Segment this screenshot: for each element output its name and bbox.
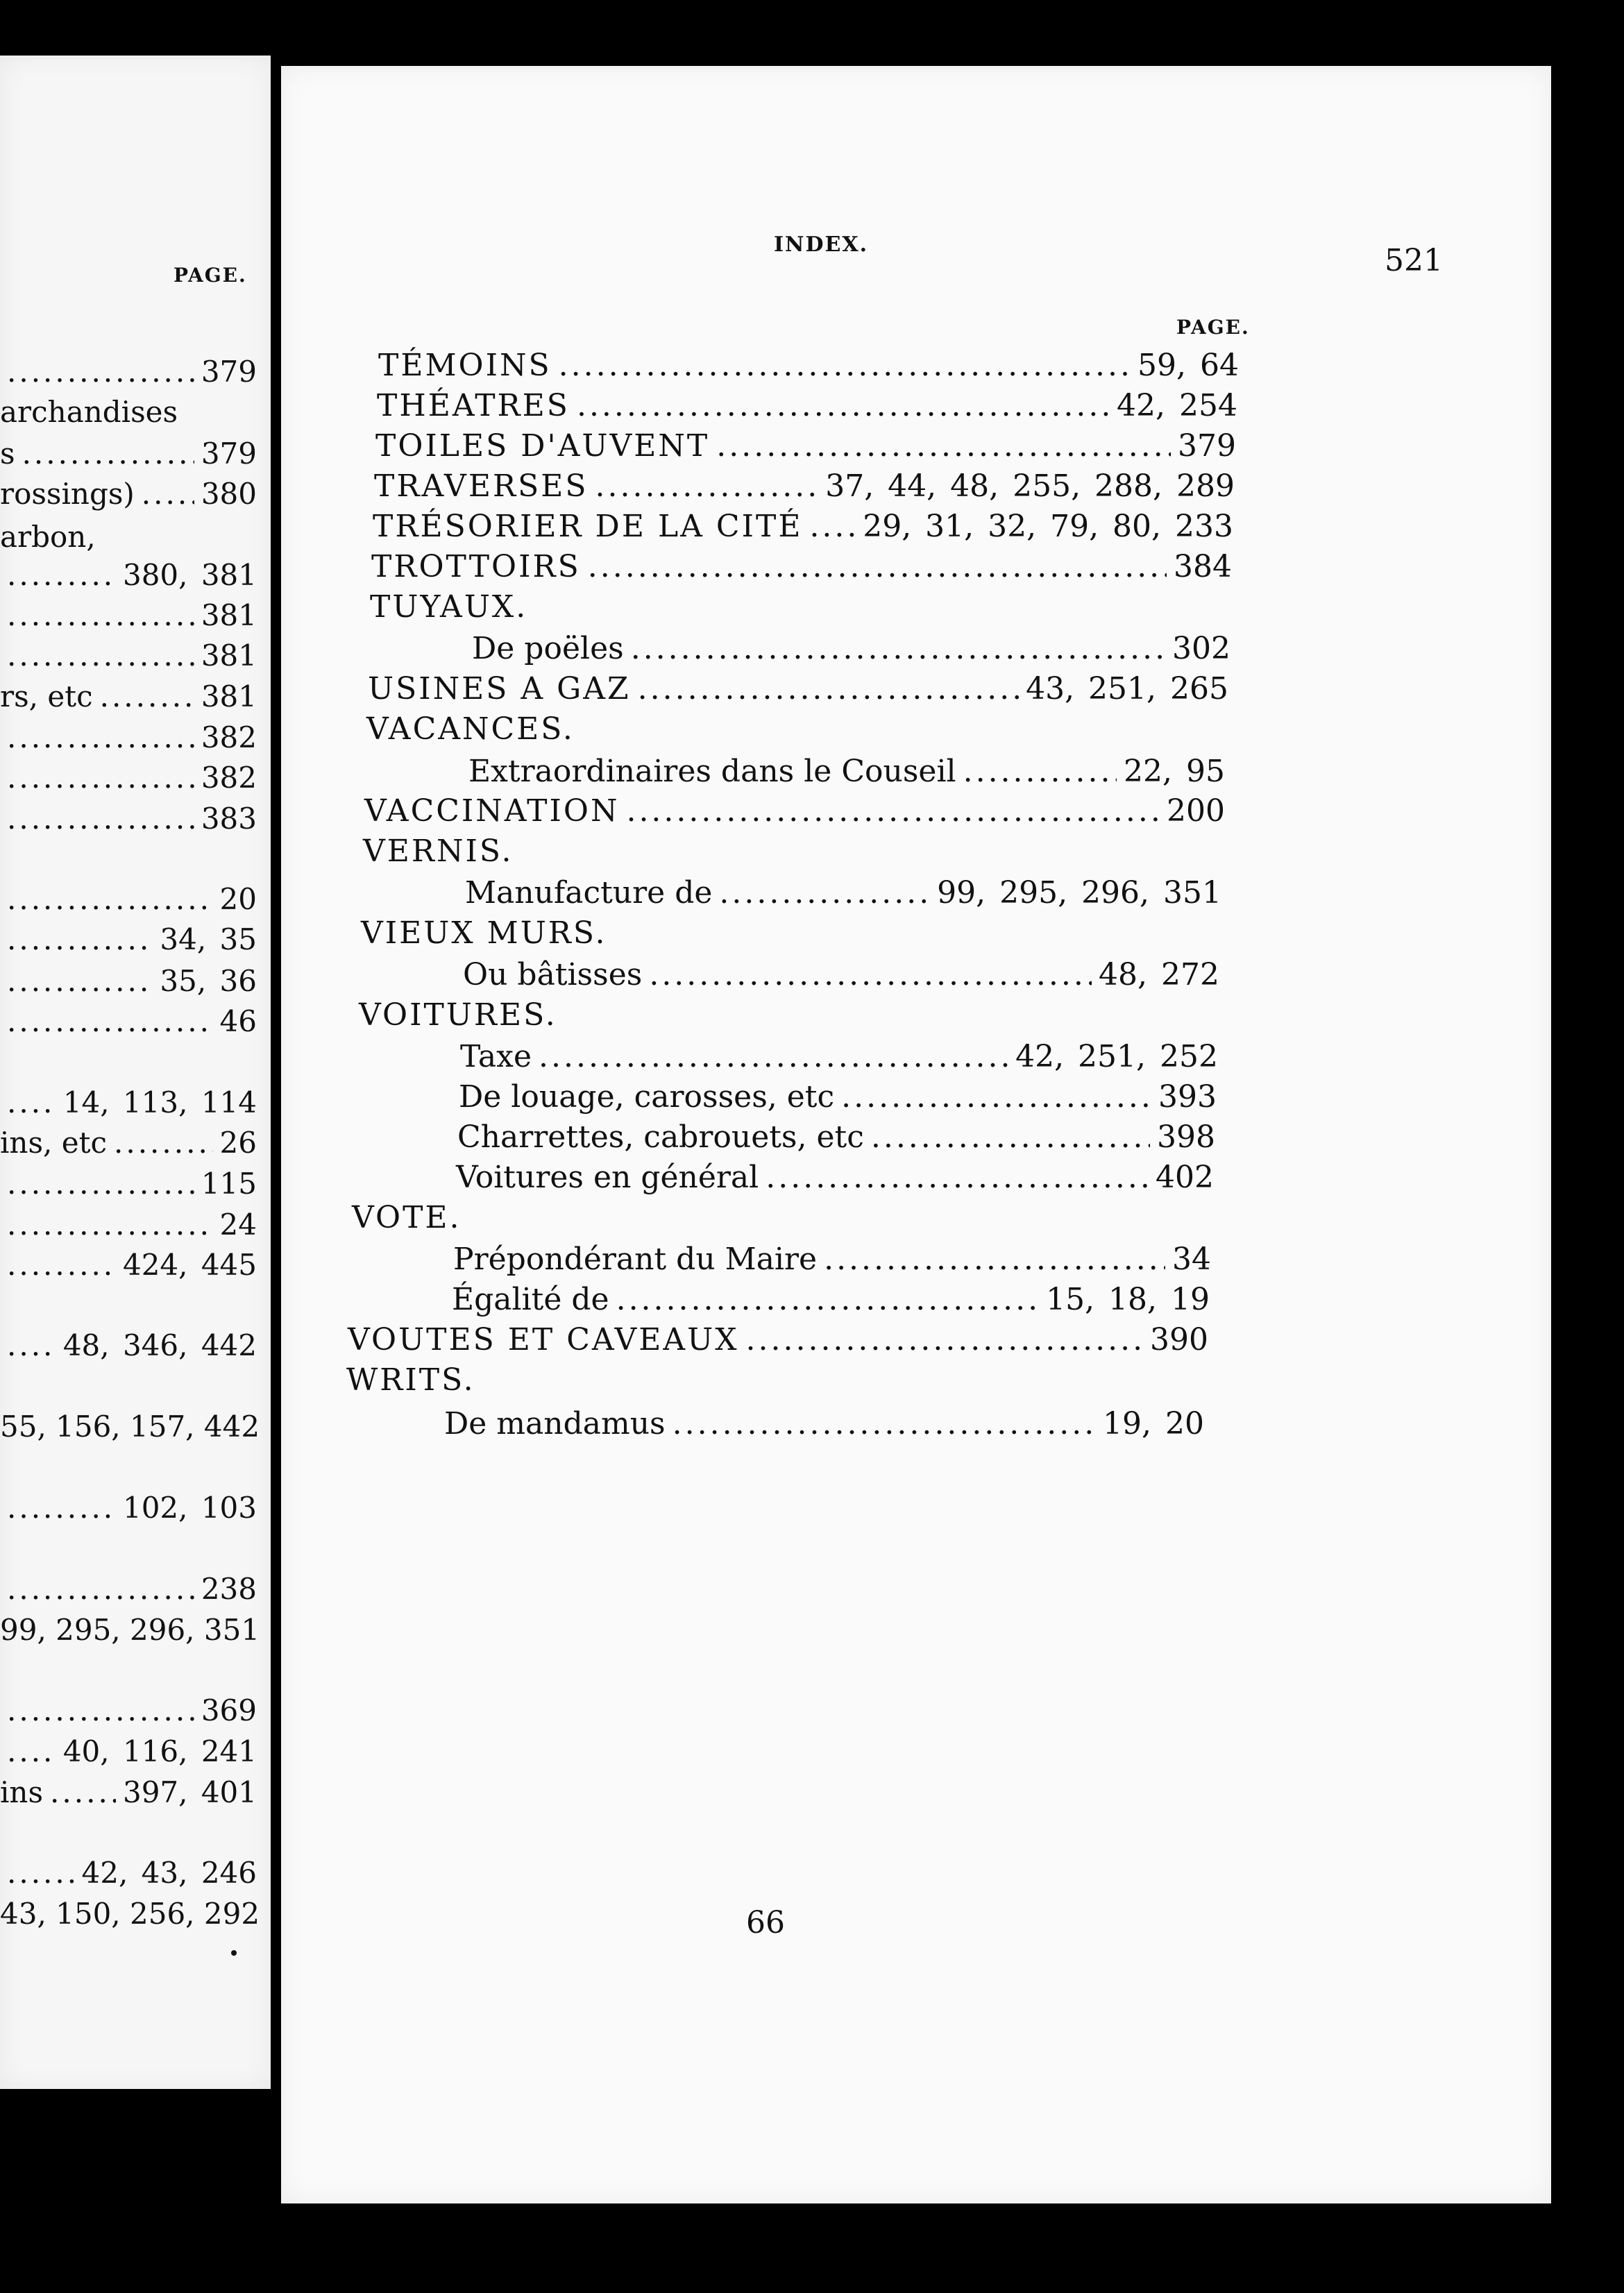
page-column-label: PAGE. bbox=[174, 264, 247, 287]
index-entry bbox=[0, 395, 257, 429]
index-entry bbox=[375, 428, 1236, 464]
entry-text: De louage, carosses, etc bbox=[459, 1079, 835, 1115]
index-entry bbox=[0, 1572, 257, 1606]
index-subentry bbox=[460, 1039, 1218, 1074]
entry-pages: 302 bbox=[1172, 631, 1230, 666]
entry-pages: 379 bbox=[201, 437, 257, 471]
right-page bbox=[281, 66, 1551, 2203]
entry-heading: VACCINATION bbox=[364, 793, 620, 829]
entry-text: Prépondérant du Maire bbox=[453, 1242, 818, 1277]
index-subentry bbox=[452, 1282, 1210, 1317]
index-entry bbox=[0, 598, 257, 632]
entry-heading: TOILES D'AUVENT bbox=[375, 428, 710, 464]
entry-pages: 402 bbox=[1156, 1160, 1214, 1195]
index-entry bbox=[371, 549, 1232, 584]
index-subentry bbox=[457, 1119, 1215, 1155]
entry-pages: 383 bbox=[201, 802, 257, 836]
index-subentry bbox=[472, 631, 1230, 666]
index-subentry bbox=[465, 875, 1221, 911]
entry-pages: 43, 251, 265 bbox=[1026, 671, 1228, 706]
entry-text: 99, 295, 296, 351 bbox=[0, 1613, 260, 1647]
page-column-label: PAGE. bbox=[1176, 316, 1250, 339]
entry-heading: USINES A GAZ bbox=[368, 671, 631, 706]
entry-pages: 19, 20 bbox=[1103, 1406, 1204, 1441]
entry-pages: 42, 43, 246 bbox=[81, 1856, 257, 1890]
entry-pages: 369 bbox=[201, 1693, 257, 1727]
signature-mark: 66 bbox=[746, 1905, 785, 1940]
entry-pages: 48, 346, 442 bbox=[62, 1328, 257, 1362]
index-entry bbox=[0, 1128, 257, 1158]
entry-text: De poëles bbox=[472, 631, 624, 666]
entry-text: Voitures en général bbox=[456, 1160, 759, 1195]
entry-pages: 102, 103 bbox=[122, 1491, 257, 1525]
index-entry bbox=[0, 763, 257, 793]
entry-heading: VACANCES. bbox=[366, 711, 575, 747]
entry-pages: 381 bbox=[201, 679, 257, 713]
index-entry bbox=[0, 1897, 260, 1931]
index-entry bbox=[0, 1613, 260, 1647]
index-entry bbox=[0, 558, 257, 592]
entry-text: rs, etc bbox=[0, 679, 93, 713]
entry-text: Égalité de bbox=[452, 1282, 609, 1317]
index-entry bbox=[363, 836, 1224, 867]
entry-heading: VOTE. bbox=[352, 1200, 462, 1235]
entry-pages: 34 bbox=[1172, 1242, 1211, 1277]
index-entry bbox=[0, 964, 257, 998]
entry-pages: 59, 64 bbox=[1137, 348, 1239, 383]
index-entry bbox=[0, 720, 257, 754]
left-page bbox=[0, 56, 271, 2089]
index-entry bbox=[0, 437, 257, 471]
index-entry bbox=[0, 520, 257, 554]
entry-text: De mandamus bbox=[444, 1406, 666, 1441]
entry-text: s bbox=[0, 437, 15, 471]
entry-text: 55, 156, 157, 442 bbox=[0, 1410, 260, 1444]
index-entry bbox=[0, 679, 257, 713]
entry-pages: 424, 445 bbox=[122, 1248, 257, 1282]
entry-pages: 115 bbox=[201, 1167, 257, 1201]
entry-pages: 393 bbox=[1158, 1079, 1217, 1115]
entry-pages: 46 bbox=[219, 1004, 257, 1038]
entry-pages: 22, 95 bbox=[1124, 754, 1225, 789]
entry-heading: VOUTES ET CAVEAUX bbox=[348, 1322, 739, 1357]
entry-pages: 48, 272 bbox=[1099, 957, 1219, 992]
entry-pages: 37, 44, 48, 255, 288, 289 bbox=[825, 468, 1235, 504]
entry-pages: 398 bbox=[1157, 1119, 1215, 1155]
index-subentry bbox=[468, 756, 1225, 787]
index-entry bbox=[0, 1085, 257, 1119]
index-subentry bbox=[459, 1079, 1217, 1115]
entry-pages: 34, 35 bbox=[160, 922, 257, 956]
entry-text: rossings) bbox=[0, 477, 135, 511]
entry-heading: THÉATRES bbox=[377, 388, 570, 423]
entry-pages: 390 bbox=[1150, 1322, 1208, 1357]
index-entry bbox=[374, 468, 1235, 504]
entry-pages: 24 bbox=[219, 1208, 257, 1242]
entry-text: archandises bbox=[0, 395, 178, 429]
entry-pages: 14, 113, 114 bbox=[62, 1085, 257, 1119]
entry-text: ins bbox=[0, 1775, 44, 1809]
index-entry bbox=[0, 477, 257, 511]
entry-text: Taxe bbox=[460, 1039, 532, 1074]
entry-pages: 381 bbox=[201, 638, 257, 672]
index-entry bbox=[0, 357, 257, 387]
entry-heading: VOITURES. bbox=[359, 997, 557, 1033]
entry-pages: 200 bbox=[1167, 793, 1225, 829]
index-entry bbox=[0, 1004, 257, 1038]
index-entry bbox=[0, 1856, 257, 1890]
entry-heading: TRÉSORIER DE LA CITÉ bbox=[373, 509, 803, 544]
index-entry bbox=[0, 922, 257, 956]
entry-pages: 382 bbox=[201, 720, 257, 754]
entry-pages: 29, 31, 32, 79, 80, 233 bbox=[863, 509, 1233, 544]
entry-pages: 42, 254 bbox=[1117, 388, 1237, 423]
index-entry bbox=[0, 1328, 257, 1362]
entry-text: 43, 150, 256, 292 bbox=[0, 1897, 260, 1931]
entry-heading: VERNIS. bbox=[363, 834, 514, 869]
index-entry bbox=[346, 1362, 1207, 1398]
index-entry bbox=[348, 1322, 1208, 1357]
entry-heading: TROTTOIRS bbox=[371, 549, 581, 584]
index-entry bbox=[0, 1491, 257, 1525]
entry-pages: 35, 36 bbox=[160, 964, 257, 998]
index-entry bbox=[368, 671, 1228, 706]
entry-pages: 397, 401 bbox=[122, 1775, 257, 1809]
entry-pages: 42, 251, 252 bbox=[1015, 1039, 1218, 1074]
index-entry bbox=[0, 1208, 257, 1242]
entry-pages: 382 bbox=[201, 761, 257, 795]
entry-pages: 384 bbox=[1174, 549, 1232, 584]
index-subentry bbox=[456, 1162, 1214, 1193]
index-entry bbox=[378, 350, 1239, 381]
index-subentry bbox=[444, 1406, 1204, 1441]
entry-pages: 379 bbox=[201, 355, 257, 389]
index-entry bbox=[377, 388, 1237, 423]
entry-text: Extraordinaires dans le Couseil bbox=[468, 754, 956, 789]
index-entry bbox=[370, 589, 1230, 625]
entry-text: Manufacture de bbox=[465, 875, 713, 911]
index-entry bbox=[373, 511, 1233, 542]
entry-heading: WRITS. bbox=[346, 1362, 475, 1398]
index-entry bbox=[0, 882, 257, 916]
page-number: 521 bbox=[1385, 243, 1443, 278]
entry-heading: VIEUX MURS. bbox=[361, 915, 607, 951]
index-subentry bbox=[463, 957, 1219, 992]
index-entry bbox=[352, 1200, 1212, 1235]
index-entry bbox=[0, 1169, 257, 1199]
index-entry bbox=[0, 638, 257, 672]
index-entry bbox=[366, 711, 1227, 747]
bullet-mark bbox=[231, 1950, 237, 1956]
index-subentry bbox=[453, 1244, 1211, 1275]
entry-pages: 26 bbox=[219, 1126, 257, 1160]
entry-text: Charrettes, cabrouets, etc bbox=[457, 1119, 864, 1155]
index-entry bbox=[361, 915, 1221, 951]
entry-pages: 15, 18, 19 bbox=[1046, 1282, 1210, 1317]
index-entry bbox=[0, 1248, 257, 1282]
index-entry bbox=[0, 1410, 260, 1444]
entry-pages: 380 bbox=[201, 477, 257, 511]
entry-pages: 99, 295, 296, 351 bbox=[937, 875, 1221, 911]
entry-text: Ou bâtisses bbox=[463, 957, 643, 992]
index-entry bbox=[0, 804, 257, 834]
entry-heading: TÉMOINS bbox=[378, 348, 552, 383]
entry-text: ins, etc bbox=[0, 1126, 107, 1160]
entry-heading: TUYAUX. bbox=[370, 589, 528, 625]
index-entry bbox=[364, 793, 1225, 829]
entry-pages: 40, 116, 241 bbox=[62, 1734, 257, 1768]
entry-pages: 381 bbox=[201, 598, 257, 632]
entry-pages: 379 bbox=[1178, 428, 1236, 464]
index-entry bbox=[0, 1693, 257, 1727]
running-head: INDEX. bbox=[774, 232, 869, 257]
index-entry bbox=[0, 1775, 257, 1809]
index-entry bbox=[0, 1734, 257, 1768]
entry-pages: 238 bbox=[201, 1572, 257, 1606]
entry-pages: 20 bbox=[219, 882, 257, 916]
entry-heading: TRAVERSES bbox=[374, 468, 589, 504]
entry-pages: 380, 381 bbox=[122, 558, 257, 592]
entry-text: arbon, bbox=[0, 520, 96, 554]
index-entry bbox=[359, 997, 1219, 1033]
